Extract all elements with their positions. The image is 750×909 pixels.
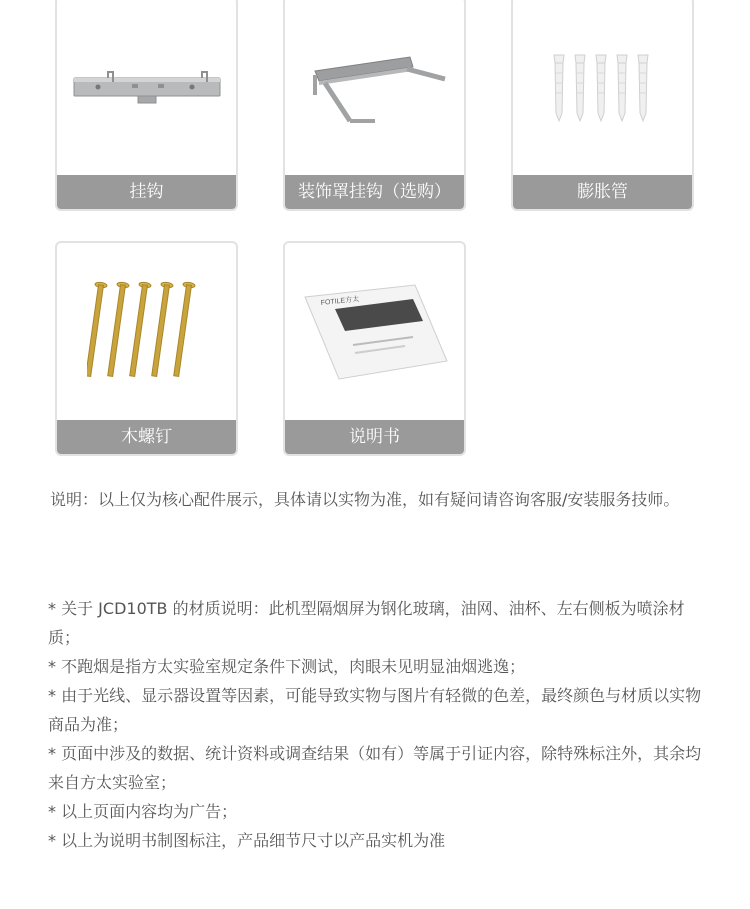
part-label: 膨胀管 <box>513 175 692 209</box>
footnote: * 页面中涉及的数据、统计资料或调查结果（如有）等属于引证内容，除特殊标注外，其余均来自方太实验室； <box>48 744 702 792</box>
footnote: * 由于光线、显示器设置等因素，可能导致实物与图片有轻微的色差，最终颜色与材质以实物商品为准； <box>48 686 702 734</box>
part-label: 木螺钉 <box>57 420 236 454</box>
cover-hook-bracket-icon <box>285 0 464 179</box>
footnote: * 以上页面内容均为广告； <box>48 802 238 821</box>
parts-note: 说明：以上仅为核心配件展示，具体请以实物为准，如有疑问请咨询客服/安装服务技师。 <box>50 490 680 509</box>
part-card-hook <box>55 0 238 211</box>
footnote: * 以上为说明书制图标注，产品细节尺寸以产品实机为准 <box>48 831 446 850</box>
part-label: 挂钩 <box>57 175 236 209</box>
part-label: 说明书 <box>285 420 464 454</box>
footnote: * 关于 JCD10TB 的材质说明：此机型隔烟屏为钢化玻璃，油网、油杯、左右侧板为喷涂材质； <box>48 599 685 647</box>
part-card-wood-screw <box>55 241 238 456</box>
expansion-tube-icon <box>513 0 692 179</box>
part-card-manual <box>283 241 466 456</box>
part-label: 装饰罩挂钩（选购） <box>285 175 464 209</box>
footnote: * 不跑烟是指方太实验室规定条件下测试，肉眼未见明显油烟逃逸； <box>48 657 526 676</box>
part-card-expansion-tube <box>511 0 694 211</box>
wall-hook-bracket-icon <box>57 0 236 179</box>
manual-brand-text: FOTILE方太 <box>319 295 360 307</box>
footnotes <box>48 594 713 855</box>
manual-booklet-icon <box>285 243 464 424</box>
wood-screw-icon <box>57 243 236 424</box>
part-card-cover-hook <box>283 0 466 211</box>
